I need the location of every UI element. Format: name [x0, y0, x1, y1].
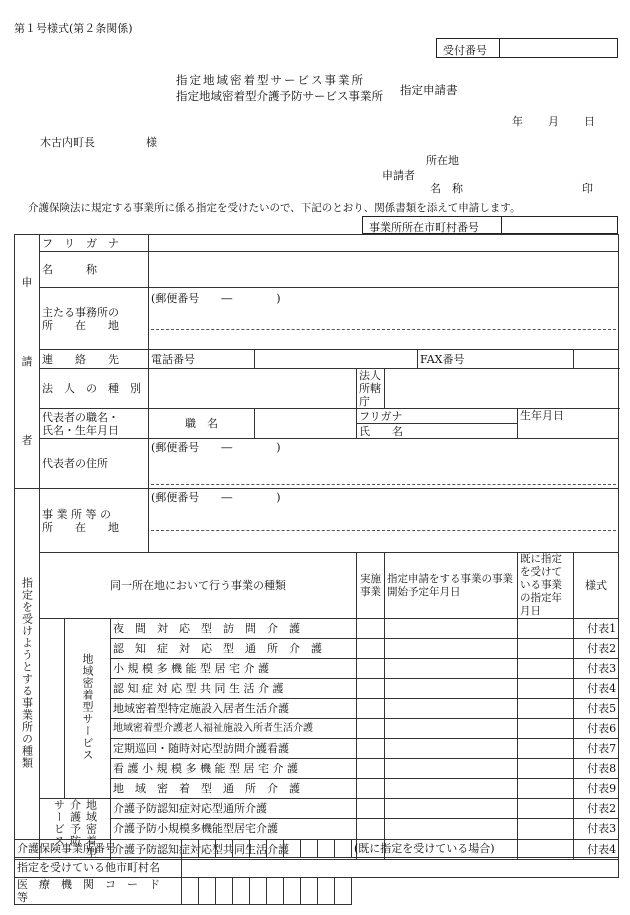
office-address-l1: 主たる事務所の [42, 305, 119, 319]
group2-label-c: サービス [52, 799, 66, 847]
service-name: 看 護 小 規 模 多 機 能 型 居 宅 介 護 [111, 759, 357, 779]
service-name: 地域密着型介護老人福祉施設入所者生活介護 [111, 719, 357, 739]
header-start-date: 指定申請をする事業の事業開始予定年月日 [385, 553, 518, 619]
corp-authority-label: 法人所轄庁 [357, 369, 385, 409]
date-month: 月 [548, 115, 559, 128]
start-date-cell[interactable] [385, 739, 518, 759]
service-form: 付表6 [574, 719, 619, 739]
municipality-divider [501, 217, 502, 233]
medical-digit[interactable] [199, 878, 216, 905]
title-line1: 指定地域密着型サービス事業所 [176, 73, 365, 87]
service-form: 付表3 [574, 659, 619, 679]
insurance-digit[interactable] [250, 840, 267, 858]
already-note: (既に指定を受けている場合) [352, 840, 619, 858]
start-date-cell[interactable] [385, 759, 518, 779]
impl-cell[interactable] [357, 619, 385, 639]
existing-date-cell[interactable] [518, 799, 574, 819]
start-date-cell[interactable] [385, 679, 518, 699]
name-field[interactable] [149, 252, 619, 288]
contact-label: 連 絡 先 [40, 350, 149, 369]
facility-address-l2: 所 在 地 [42, 520, 119, 534]
header-service-type: 同一所在地において行う事業の種類 [40, 553, 357, 619]
impl-cell[interactable] [357, 799, 385, 819]
group-indent [40, 619, 65, 799]
corp-authority-field[interactable] [385, 369, 619, 409]
municipality-number-label: 事業所所在市町村番号 [369, 221, 479, 234]
corp-type-label: 法 人 の 種 別 [40, 369, 149, 409]
tel-field[interactable] [255, 350, 418, 369]
prevention-service-name: 介護予防認知症対応型通所介護 [111, 799, 357, 819]
impl-cell[interactable] [357, 719, 385, 739]
rep-label [40, 409, 149, 439]
position-field[interactable] [255, 409, 357, 439]
existing-date-cell[interactable] [518, 759, 574, 779]
facility-address-line [151, 504, 616, 531]
group2-label-a: 介護予防 [68, 799, 82, 847]
impl-cell[interactable] [357, 659, 385, 679]
group1-label: 地域密着型サービス [81, 653, 94, 761]
office-address-line [151, 305, 616, 330]
service-form: 付表2 [574, 639, 619, 659]
insurance-digit[interactable] [216, 840, 233, 858]
start-date-cell[interactable] [385, 779, 518, 799]
furigana-field[interactable] [149, 235, 619, 252]
header-impl: 実施事業 [357, 553, 385, 619]
side-char-1: 申 [21, 276, 33, 290]
header-existing-date: 既に指定を受けている事業の指定年月日 [518, 553, 574, 619]
rep-label-l1: 代表者の職名・ [42, 410, 119, 424]
facility-address-l1: 事 業 所 等 の [42, 507, 111, 521]
service-name: 認 知 症 対 応 型 通 所 介 護 [111, 639, 357, 659]
side-char-3: 者 [21, 433, 33, 447]
existing-date-cell[interactable] [518, 639, 574, 659]
start-date-cell[interactable] [385, 719, 518, 739]
applicant-side-label [15, 235, 40, 489]
municipality-number-box [362, 216, 618, 234]
start-date-cell[interactable] [385, 799, 518, 819]
title-line2: 指定地域密着型介護予防サービス事業所 [176, 89, 383, 103]
applicant-label: 申請者 [382, 169, 415, 182]
service-row [15, 619, 619, 639]
header-form: 様式 [574, 553, 619, 619]
medical-code-label: 医 療 機 関 コ ー ド 等 [15, 878, 182, 905]
start-date-cell[interactable] [385, 659, 518, 679]
rep-address-label: 代表者の住所 [40, 439, 149, 489]
facility-address-field[interactable] [149, 489, 619, 553]
group2-label-b: 地域密着型 [84, 799, 98, 859]
medical-digit[interactable] [335, 878, 352, 905]
insurance-digit[interactable] [267, 840, 284, 858]
prevention-service-name: 介護予防小規模多機能型居宅介護 [111, 819, 357, 839]
impl-cell[interactable] [357, 819, 385, 839]
insurance-digit[interactable] [233, 840, 250, 858]
applicant-name-label: 名 称 [430, 182, 463, 195]
receipt-number-box [436, 38, 618, 58]
addressee-name: 木古内町長 [40, 136, 95, 149]
prevention-row [15, 799, 619, 819]
insurance-digit[interactable] [199, 840, 216, 858]
impl-cell[interactable] [357, 739, 385, 759]
medical-digit[interactable] [318, 878, 335, 905]
medical-digit[interactable] [182, 878, 199, 905]
service-name: 認 知 症 対 応 型 共 同 生 活 介 護 [111, 679, 357, 699]
service-name: 夜 間 対 応 型 訪 問 介 護 [111, 619, 357, 639]
statement: 介護保険法に規定する事業所に係る指定を受けたいので、下記のとおり、関係書類を添えて申請します。 [28, 202, 521, 214]
service-name: 小 規 模 多 機 能 型 居 宅 介 護 [111, 659, 357, 679]
existing-date-cell[interactable] [518, 739, 574, 759]
footer-table [14, 839, 619, 905]
corp-type-field[interactable] [149, 369, 357, 409]
prevention-form: 付表4 [574, 839, 619, 859]
medical-digit[interactable] [267, 878, 284, 905]
facility-side-text: 指定を受けようとする事業所の種類 [20, 576, 34, 769]
service-form: 付表1 [574, 619, 619, 639]
rep-postal: (郵便番号 ― ) [151, 441, 281, 454]
medical-digit[interactable] [233, 878, 250, 905]
facility-side-label [15, 489, 40, 860]
medical-digit[interactable] [284, 878, 301, 905]
application-table [14, 234, 619, 860]
tel-label: 電話番号 [149, 350, 255, 369]
start-date-cell[interactable] [385, 639, 518, 659]
service-name: 地 域 密 着 型 通 所 介 護 [111, 779, 357, 799]
furigana-label: フ リ ガ ナ [40, 235, 149, 252]
existing-date-cell[interactable] [518, 779, 574, 799]
fax-field[interactable] [574, 350, 619, 369]
service-name: 定期巡回・随時対応型訪問介護看護 [111, 739, 357, 759]
service-form: 付表9 [574, 779, 619, 799]
birthdate-label: 生年月日 [518, 409, 619, 439]
prevention-form: 付表2 [574, 799, 619, 819]
side-char-2: 請 [21, 354, 33, 368]
rep-furigana-label: フリガナ [357, 409, 518, 424]
addressee-honorific: 様 [146, 136, 157, 149]
date-year: 年 [512, 115, 523, 128]
service-form: 付表5 [574, 699, 619, 719]
impl-cell[interactable] [357, 779, 385, 799]
office-postal: (郵便番号 ― ) [151, 292, 281, 305]
existing-date-cell[interactable] [518, 699, 574, 719]
fax-label: FAX番号 [418, 350, 574, 369]
form-id: 第１号様式(第２条関係) [14, 22, 133, 35]
receipt-divider [499, 39, 500, 57]
rep-address-line [151, 454, 616, 485]
existing-date-cell[interactable] [518, 619, 574, 639]
group1-label-cell [65, 619, 111, 799]
office-address-field[interactable] [149, 288, 619, 350]
service-form: 付表4 [574, 679, 619, 699]
facility-address-label [40, 489, 149, 553]
insurance-digit[interactable] [182, 840, 199, 858]
medical-digit[interactable] [250, 878, 267, 905]
medical-digit[interactable] [301, 878, 318, 905]
applicant-address-label: 所在地 [426, 154, 459, 167]
impl-cell[interactable] [357, 639, 385, 659]
insurance-no-label: 介護保険事業所番号 [15, 840, 182, 858]
other-municipality-field[interactable] [182, 858, 619, 878]
impl-cell[interactable] [357, 759, 385, 779]
name-label: 名 称 [40, 252, 149, 288]
impl-cell[interactable] [357, 699, 385, 719]
start-date-cell[interactable] [385, 619, 518, 639]
title-suffix: 指定申請書 [400, 83, 458, 97]
insurance-digit[interactable] [335, 840, 352, 858]
prevention-form: 付表3 [574, 819, 619, 839]
other-municipality-label: 指定を受けている他市町村名 [15, 858, 182, 878]
position-label: 職 名 [149, 409, 255, 439]
start-date-cell[interactable] [385, 699, 518, 719]
medical-code-blank [352, 878, 619, 905]
service-name: 地域密着型特定施設入居者生活介護 [111, 699, 357, 719]
impl-cell[interactable] [357, 679, 385, 699]
seal-mark: 印 [582, 182, 593, 195]
receipt-number-label: 受付番号 [443, 44, 487, 57]
service-form: 付表7 [574, 739, 619, 759]
insurance-digit[interactable] [301, 840, 318, 858]
date-day: 日 [584, 115, 595, 128]
insurance-digit[interactable] [284, 840, 301, 858]
service-form: 付表8 [574, 759, 619, 779]
rep-name-label: 氏 名 [357, 424, 518, 439]
medical-digit[interactable] [216, 878, 233, 905]
office-address-l2: 所 在 地 [42, 318, 119, 332]
prevention-service-name: 介護予防認知症対応型共同生活介護 [111, 839, 357, 859]
existing-date-cell[interactable] [518, 819, 574, 839]
rep-label-l2: 氏名・生年月日 [42, 423, 119, 437]
rep-address-field[interactable] [149, 439, 619, 489]
start-date-cell[interactable] [385, 819, 518, 839]
office-address-label [40, 288, 149, 350]
existing-date-cell[interactable] [518, 719, 574, 739]
existing-date-cell[interactable] [518, 659, 574, 679]
facility-postal: (郵便番号 ― ) [151, 491, 281, 504]
insurance-digit[interactable] [318, 840, 335, 858]
existing-date-cell[interactable] [518, 679, 574, 699]
